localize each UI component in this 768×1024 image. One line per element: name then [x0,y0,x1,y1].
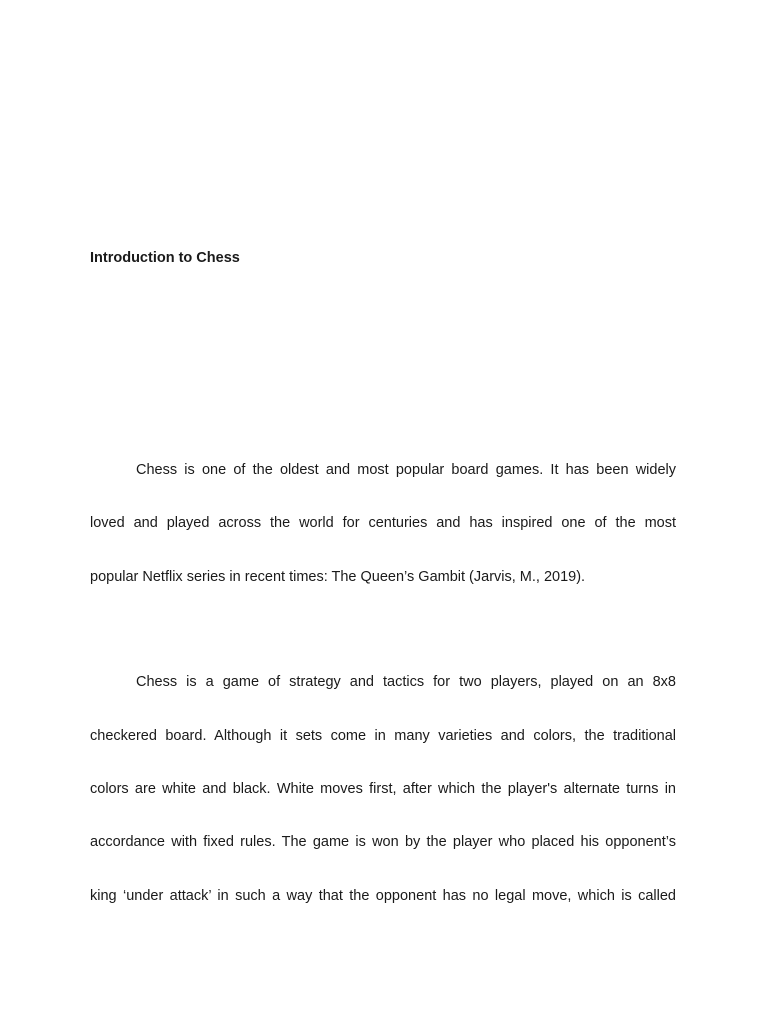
paragraph-line: colors are white and black. White moves first, after which the player's alternate turns in [90,781,676,797]
document-title: Introduction to Chess [90,250,240,266]
paragraph-line: popular Netflix series in recent times: The Queen’s Gambit (Jarvis, M., 2019). [90,569,586,585]
paragraph-line: Chess is one of the oldest and most popular board games. It has been widely [136,462,676,478]
paragraph-line: loved and played across the world for centuries and has inspired one of the most [90,515,676,531]
paragraph-line: checkered board. Although it sets come in many varieties and colors, the traditional [90,728,676,744]
paragraph-line: accordance with fixed rules. The game is won by the player who placed his opponent’s [90,834,676,850]
paragraph-line: Chess is a game of strategy and tactics for two players, played on an 8x8 [136,674,676,690]
paragraph-line: king ‘under attack’ in such a way that the opponent has no legal move, which is called [90,888,676,904]
